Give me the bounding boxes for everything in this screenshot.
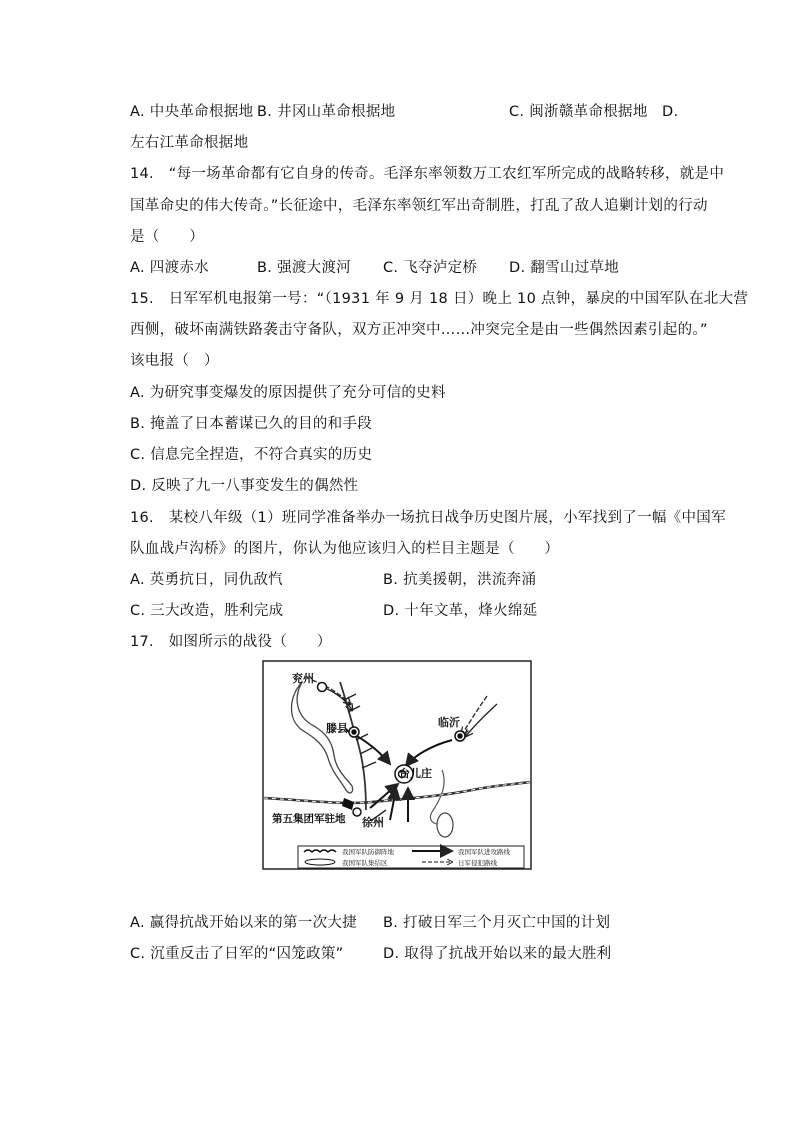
q16-option-a: A. 英勇抗日，同仇敌忾	[130, 572, 283, 588]
label-xuzhou: 徐州	[362, 816, 384, 829]
legend-assembly: 我国军队集结区	[342, 859, 388, 867]
q14-option-d: D. 翻雪山过草地	[509, 260, 620, 276]
q17-option-b: B. 打破日军三个月灭亡中国的计划	[383, 915, 611, 931]
q14-option-c: C. 飞夺泸定桥	[383, 260, 478, 276]
legend-assembly-symbol	[305, 859, 335, 865]
q15-stem-line2: 西侧，破坏南满铁路袭击守备队，双方正冲突中……冲突完全是由一些偶然因素引起的。”	[130, 322, 708, 338]
q17-option-a: A. 赢得抗战开始以来的第一次大捷	[130, 915, 357, 931]
q14-stem-line2: 国革命史的伟大传奇。”长征途中，毛泽东率领红军出奇制胜，打乱了敌人追剿计划的行动	[130, 198, 708, 214]
assembly-area-right	[437, 813, 453, 837]
q16-stem-line1: 16. 某校八年级（1）班同学准备举办一场抗日战争历史图片展，小军找到了一幅《中国军	[130, 510, 726, 526]
q17-option-d: D. 取得了抗战开始以来的最大胜利	[383, 946, 612, 962]
legend-japanese: 日军侵犯路线	[458, 859, 497, 867]
q13-option-b: B. 井冈山革命根据地	[257, 104, 396, 120]
q15-option-b: B. 掩盖了日本蓄谋已久的目的和手段	[130, 416, 373, 432]
city-marker-xuzhou	[353, 808, 361, 816]
label-fifth-army: 第五集团军驻地	[272, 813, 346, 825]
map-legend	[298, 846, 524, 868]
label-taierzhuang: 台儿庄	[399, 767, 432, 780]
q14-stem-line1: 14. “每一场革命都有它自身的传奇。毛泽东率领数万工农红军所完成的战略转移，就是中	[130, 166, 725, 182]
q13-option-d: D.	[662, 104, 679, 120]
q15-stem-line1: 15. 日军军机电报第一号：“（1931 年 9 月 18 日）晚上 10 点钟，暴戾的中国军队在北大营	[130, 291, 749, 307]
city-marker-yanzhou	[318, 683, 327, 692]
q14-option-b: B. 强渡大渡河	[257, 260, 352, 276]
label-yanzhou: 兖州	[292, 672, 314, 685]
q17-stem: 17. 如图所示的战役（ ）	[130, 634, 332, 650]
taierzhuang-battle-map	[262, 660, 532, 870]
q16-option-d: D. 十年文革，烽火绵延	[383, 603, 538, 619]
legend-attack: 我国军队进攻路线	[458, 848, 510, 856]
q15-option-a: A. 为研究事变爆发的原因提供了充分可信的史料	[130, 385, 446, 401]
q16-option-b: B. 抗美援朝，洪流奔涌	[383, 572, 537, 588]
q13-option-a: A. 中央革命根据地	[130, 104, 254, 120]
label-linyi: 临沂	[438, 716, 460, 729]
q13-option-c: C. 闽浙赣革命根据地	[509, 104, 648, 120]
q15-stem-line3: 该电报（ ）	[130, 353, 219, 369]
q17-option-c: C. 沉重反击了日军的“囚笼政策”	[130, 946, 344, 962]
q14-option-a: A. 四渡赤水	[130, 260, 209, 276]
q16-option-c: C. 三大改造，胜利完成	[130, 603, 284, 619]
label-tengxian: 滕县	[326, 722, 348, 735]
q16-stem-line2: 队血战卢沟桥》的图片，你认为他应该归入的栏目主题是（ ）	[130, 541, 560, 557]
legend-defense: 我国军队防御阵地	[342, 848, 394, 856]
q14-stem-line3: 是（ ）	[130, 229, 204, 245]
map-frame	[263, 661, 531, 869]
q15-option-c: C. 信息完全捏造，不符合真实的历史	[130, 447, 373, 463]
q15-option-d: D. 反映了九一八事变发生的偶然性	[130, 478, 359, 494]
q13-option-d-continued: 左右江革命根据地	[130, 135, 249, 151]
